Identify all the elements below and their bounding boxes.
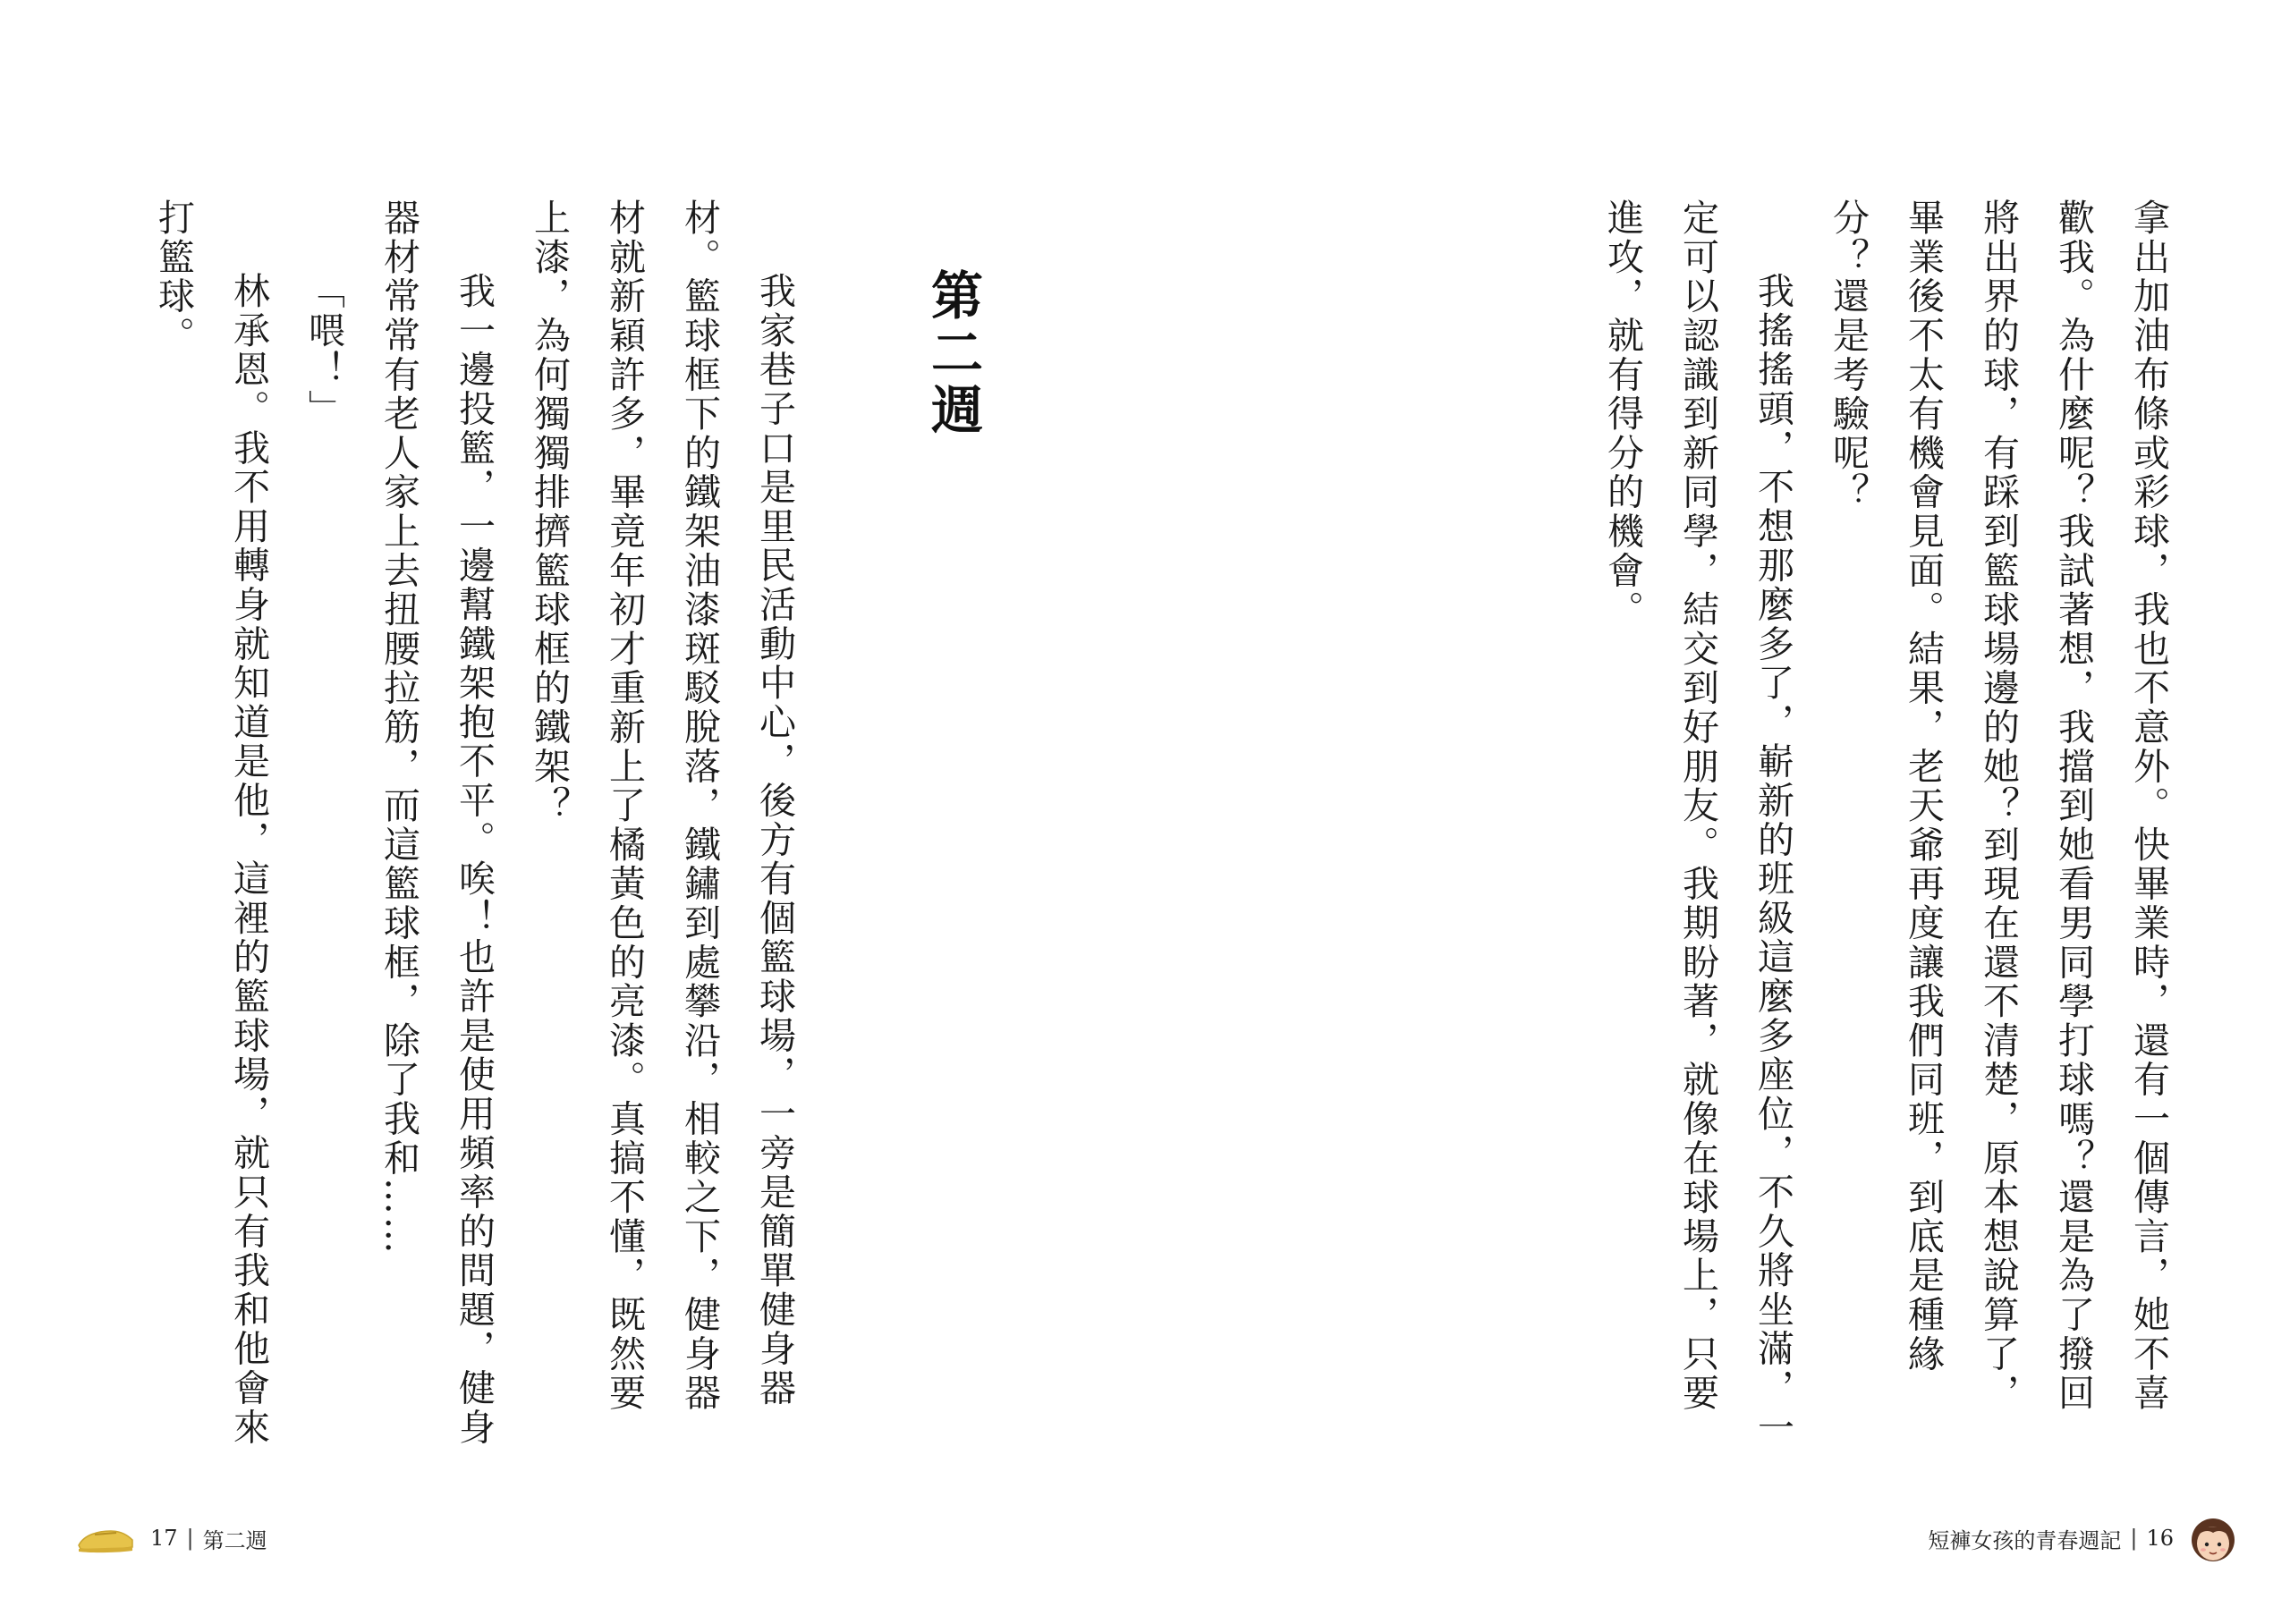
- page-number: 16: [2146, 1526, 2174, 1551]
- right-page: [1145, 0, 2290, 1624]
- paragraph: 我家巷子口是里民活動中心，後方有個籃球場，一旁是簡單健身器材。籃球框下的鐵架油漆斑駁脫落，鐵鏽到處攀沿，相較之下，健身器材就新穎許多，畢竟年初才重新上了橘黃色的亮漆。真搞不懂，既然要上漆，為何獨獨排擠籃球框的鐵架？: [528, 199, 796, 1413]
- right-footer: [1928, 1522, 2240, 1554]
- footer-separator: |: [186, 1526, 194, 1551]
- paragraph: 我搖搖頭，不想那麼多了，嶄新的班級這麼多座位，不久將坐滿，一定可以認識到新同學，結交到好朋友。我期盼著，就像在球場上，只要進攻，就有得分的機會。: [1601, 199, 1794, 1447]
- left-page-body: [150, 199, 812, 1451]
- chapter-label: 第二週: [202, 1527, 267, 1553]
- left-footer: [75, 1522, 267, 1554]
- footer-separator: |: [2130, 1526, 2138, 1551]
- paragraph: 「喂！」: [302, 272, 345, 429]
- book-title: 短褲女孩的青春週記: [1928, 1527, 2122, 1553]
- paragraph: 林承恩。我不用轉身就知道是他，這裡的籃球場，就只有我和他會來打籃球。: [152, 199, 270, 1447]
- girl-avatar-icon: [2186, 1511, 2240, 1565]
- paragraph: 拿出加油布條或彩球，我也不意外。快畢業時，還有一個傳言，她不喜歡我。為什麼呢？我試著想，我擋到她看男同學打球嗎？還是為了撥回將出界的球，有踩到籃球場邊的她？到現在還不清楚，原本想說算了，畢業後不太有機會見面。結果，老天爺再度讓我們同班，到底是種緣分？還是考驗呢？: [1827, 199, 2170, 1413]
- paragraph: 我一邊投籃，一邊幫鐵架抱不平。唉！也許是使用頻率的問題，健身器材常常有老人家上去扭腰拉筋，而這籃球框，除了我和……: [377, 199, 496, 1447]
- page-number: 17: [150, 1526, 178, 1551]
- shoe-icon: [75, 1522, 136, 1554]
- right-page-body: [1435, 199, 2186, 1451]
- chapter-title: 第二週: [922, 268, 983, 440]
